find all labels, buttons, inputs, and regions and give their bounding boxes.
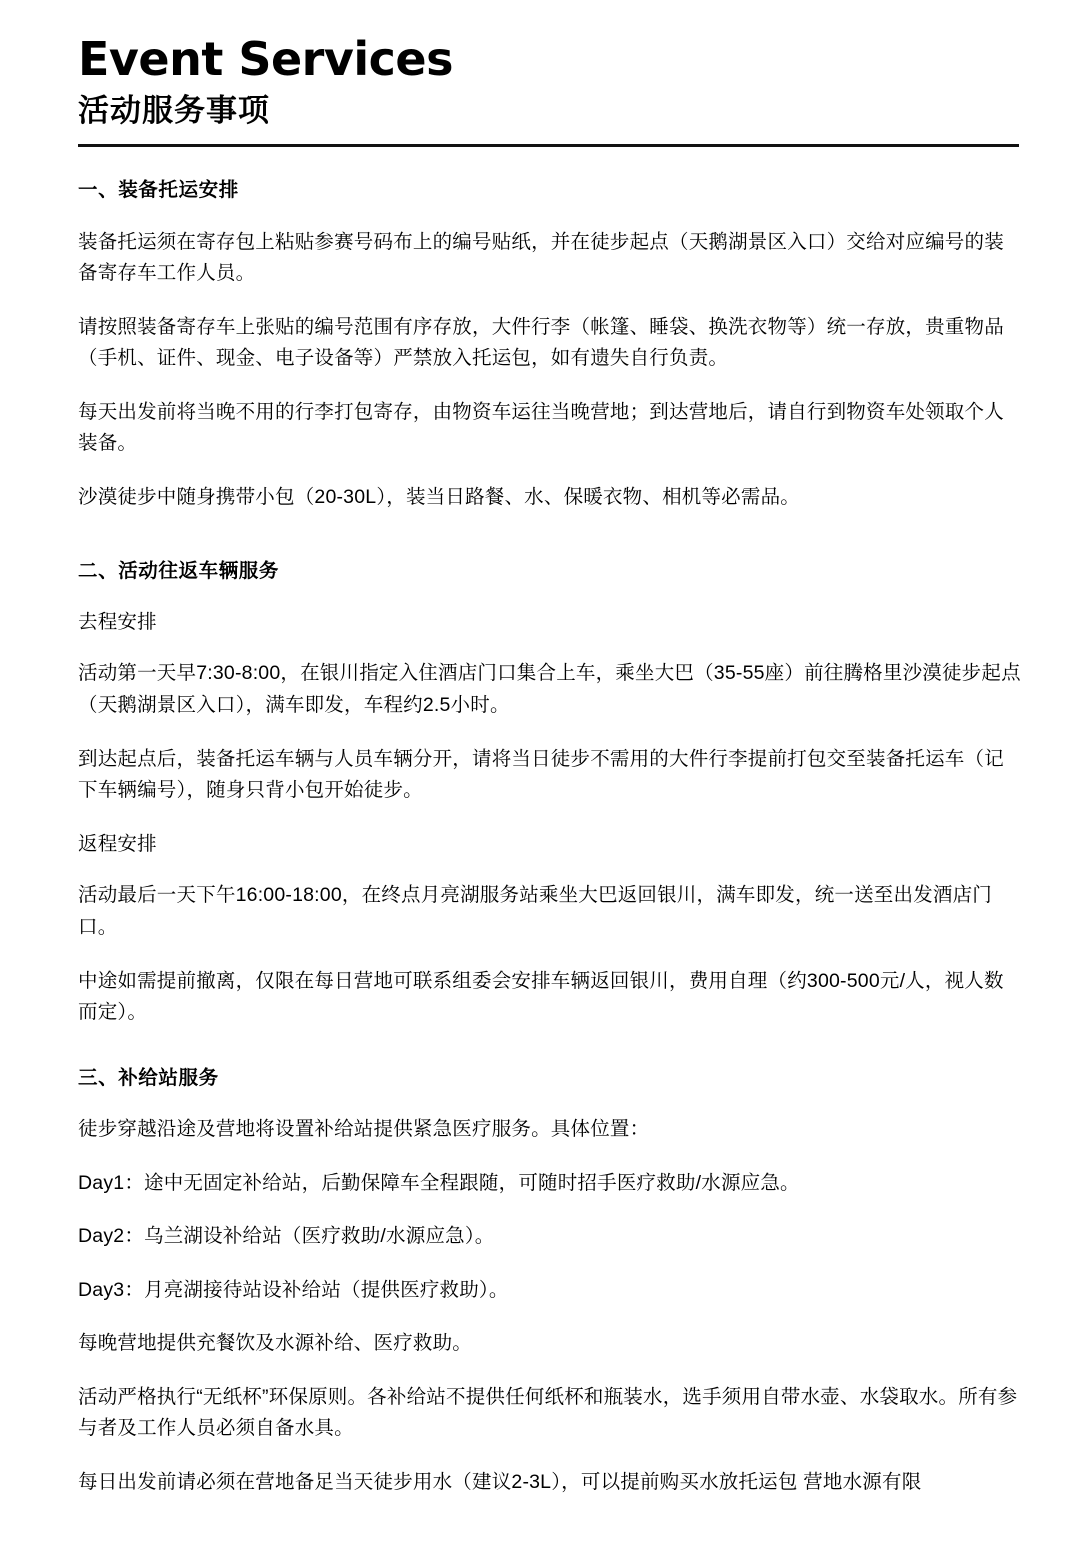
page-title-english: Event Services — [78, 32, 453, 86]
paragraph-subheading: 返程安排 — [78, 832, 157, 855]
paragraph: 活动严格执行“无纸杯”环保原则。各补给站不提供任何纸杯和瓶装水，选手须用自带水壶、水袋取水。所有参与者及工作人员必须自备水具。 — [78, 1385, 1018, 1440]
paragraph: 装备托运须在寄存包上粘贴参赛号码布上的编号贴纸，并在徒步起点（天鹅湖景区入口）交给对应编号的装备寄存车工作人员。 — [78, 230, 1004, 285]
paragraph-day2: Day2：乌兰湖设补给站（医疗救助/水源应急）。 — [78, 1225, 495, 1248]
title-divider — [78, 144, 1019, 147]
paragraph: 每天出发前将当晚不用的行李打包寄存，由物资车运往当晚营地；到达营地后，请自行到物资车处领取个人装备。 — [78, 400, 1004, 455]
paragraph: 请按照装备寄存车上张贴的编号范围有序存放，大件行李（帐篷、睡袋、换洗衣物等）统一存放，贵重物品（手机、证件、现金、电子设备等）严禁放入托运包，如有遗失自行负责。 — [78, 315, 1004, 370]
section-heading: 三、补给站服务 — [78, 1066, 219, 1089]
section-shuttle-service — [78, 558, 1021, 1029]
paragraph-day1: Day1：途中无固定补给站，后勤保障车全程跟随，可随时招手医疗救助/水源应急。 — [78, 1171, 800, 1194]
section-heading: 二、活动往返车辆服务 — [78, 559, 280, 582]
paragraph: 到达起点后，装备托运车辆与人员车辆分开，请将当日徒步不需用的大件行李提前打包交至装备托运车（记下车辆编号），随身只背小包开始徒步。 — [78, 747, 1004, 802]
paragraph: 沙漠徒步中随身携带小包（20-30L），装当日路餐、水、保暖衣物、相机等必需品。 — [78, 486, 800, 509]
paragraph: 活动第一天早7:30-8:00，在银川指定入住酒店门口集合上车，乘坐大巴（35-55座）前往腾格里沙漠徒步起点（天鹅湖景区入口），满车即发，车程约2.5小时。 — [78, 662, 1021, 717]
paragraph: 活动最后一天下午16:00-18:00，在终点月亮湖服务站乘坐大巴返回银川，满车即发，统一送至出发酒店门口。 — [78, 884, 992, 938]
section-heading: 一、装备托运安排 — [78, 179, 239, 202]
paragraph-subheading: 去程安排 — [78, 610, 157, 633]
paragraph-day3: Day3：月亮湖接待站设补给站（提供医疗救助）。 — [78, 1278, 509, 1301]
section-equipment-transport — [78, 177, 1018, 513]
paragraph: 每日出发前请必须在营地备足当天徒步用水（建议2-3L），可以提前购买水放托运包 营地水源有限 — [78, 1471, 922, 1494]
paragraph: 每晚营地提供充餐饮及水源补给、医疗救助。 — [78, 1332, 473, 1355]
section-supply-stations — [78, 1065, 1018, 1499]
paragraph: 徒步穿越沿途及营地将设置补给站提供紧急医疗服务。具体位置： — [78, 1117, 650, 1140]
paragraph: 中途如需提前撤离，仅限在每日营地可联系组委会安排车辆返回银川，费用自理（约300-500元/人，视人数而定）。 — [78, 969, 1004, 1024]
page-title-chinese: 活动服务事项 — [78, 92, 270, 128]
